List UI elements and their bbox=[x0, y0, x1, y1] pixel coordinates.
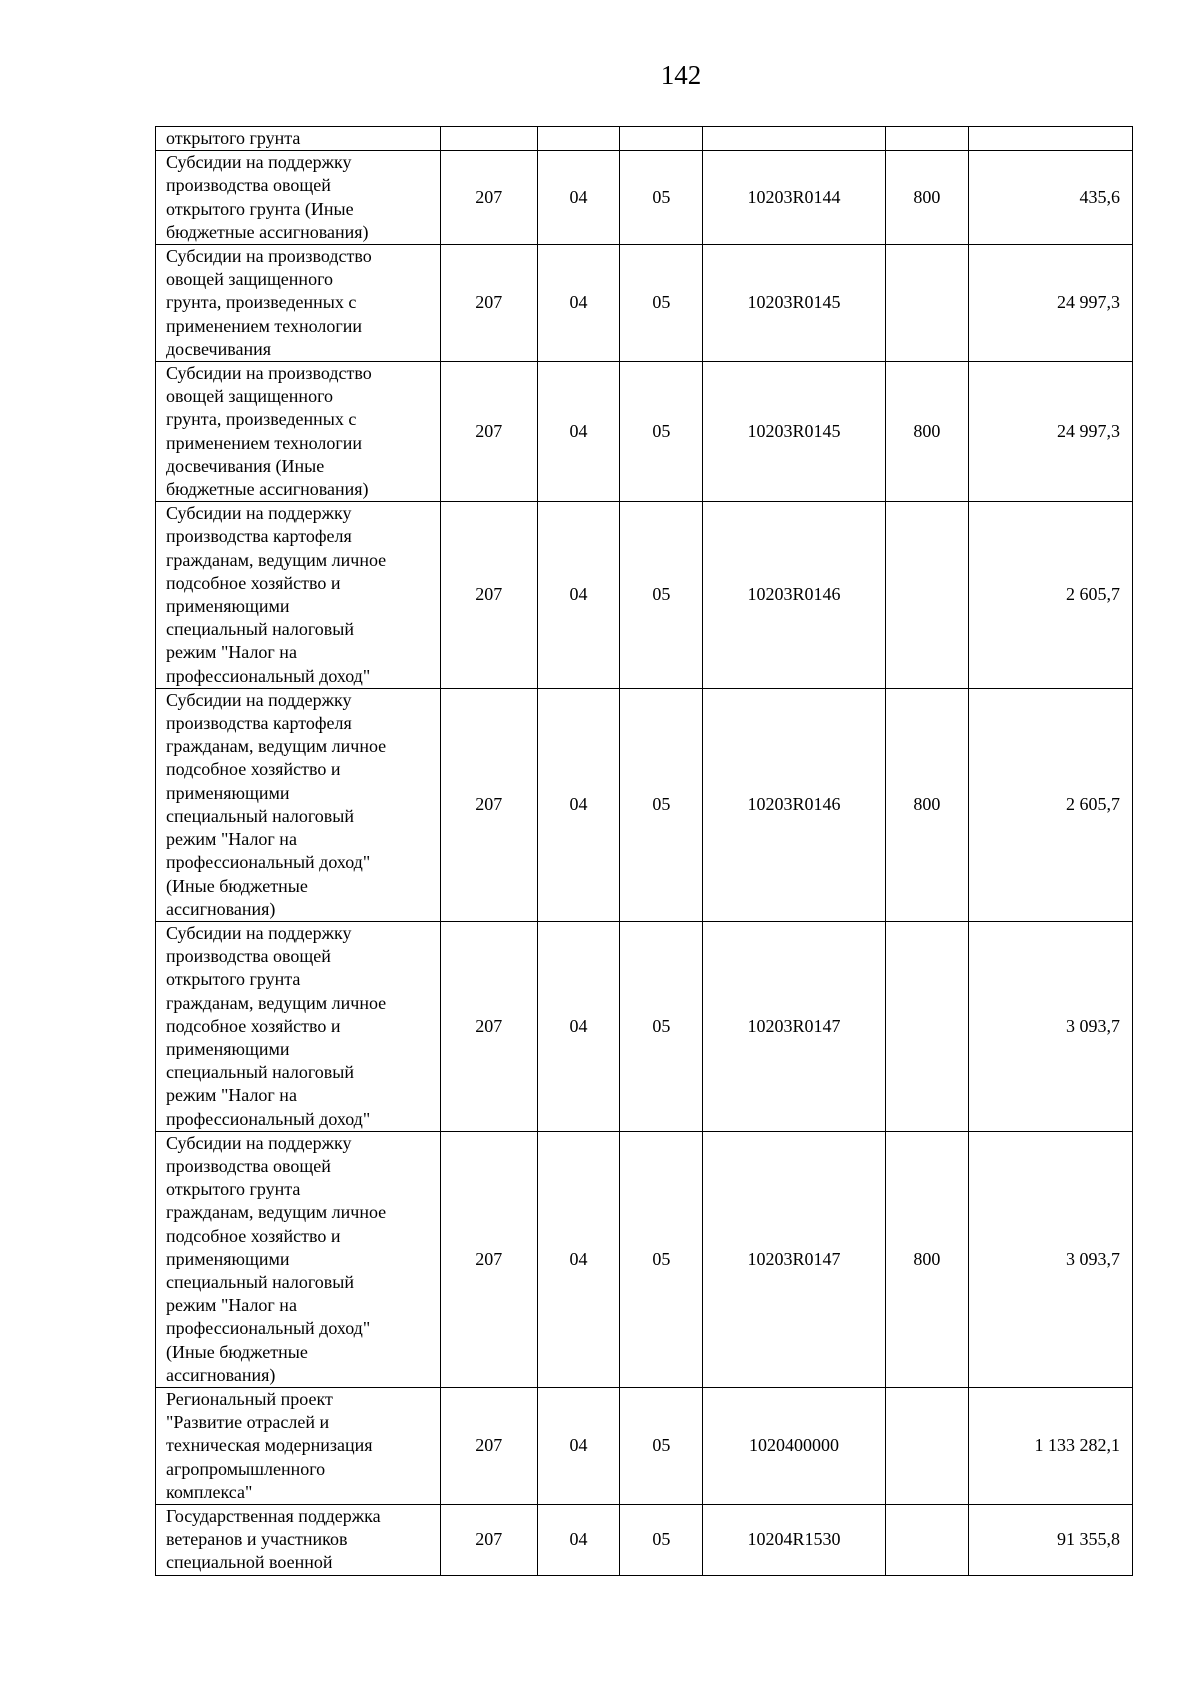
cell-name-line: Субсидии на поддержку bbox=[166, 689, 352, 710]
cell-name bbox=[156, 1504, 441, 1575]
cell-expense-type bbox=[885, 1504, 968, 1575]
page-number: 142 bbox=[660, 60, 702, 90]
cell-name-line: бюджетные ассигнования) bbox=[166, 479, 369, 500]
cell-code bbox=[440, 127, 537, 151]
cell-name-line: применяющими bbox=[166, 596, 290, 617]
cell-name bbox=[156, 688, 441, 921]
cell-name-line: производства картофеля bbox=[166, 526, 352, 547]
cell-name bbox=[156, 362, 441, 502]
cell-name-line: производства овощей bbox=[166, 1155, 331, 1176]
cell-subsection: 05 bbox=[620, 921, 703, 1131]
cell-target-article: 10203R0146 bbox=[703, 688, 885, 921]
cell-name-line: открытого грунта bbox=[166, 128, 301, 148]
cell-subsection: 05 bbox=[620, 502, 703, 689]
table-row bbox=[156, 362, 1133, 502]
cell-name-line: открытого грунта (Иные bbox=[166, 198, 354, 219]
cell-section: 04 bbox=[537, 1504, 620, 1575]
cell-subsection: 05 bbox=[620, 245, 703, 362]
cell-name-line: гражданам, ведущим личное bbox=[166, 1202, 387, 1223]
cell-target-article: 10203R0145 bbox=[703, 362, 885, 502]
cell-name bbox=[156, 127, 441, 151]
cell-code: 207 bbox=[440, 1131, 537, 1387]
cell-expense-type bbox=[885, 921, 968, 1131]
cell-name-line: применяющими bbox=[166, 1038, 290, 1059]
cell-code: 207 bbox=[440, 502, 537, 689]
cell-name-line: подсобное хозяйство и bbox=[166, 1225, 341, 1246]
cell-name-line: Региональный проект bbox=[166, 1388, 333, 1409]
cell-name-line: ассигнования) bbox=[166, 898, 276, 919]
cell-name-line: профессиональный доход" bbox=[166, 1318, 371, 1339]
cell-code: 207 bbox=[440, 151, 537, 245]
cell-sum: 3 093,7 bbox=[969, 1131, 1133, 1387]
cell-name-line: Субсидии на поддержку bbox=[166, 152, 352, 173]
cell-target-article: 10203R0147 bbox=[703, 921, 885, 1131]
cell-section: 04 bbox=[537, 245, 620, 362]
cell-code: 207 bbox=[440, 688, 537, 921]
table-body bbox=[156, 127, 1133, 1576]
cell-name-line: специальный налоговый bbox=[166, 619, 354, 640]
cell-name-line: подсобное хозяйство и bbox=[166, 759, 341, 780]
table-row bbox=[156, 1504, 1133, 1575]
cell-name-line: режим "Налог на bbox=[166, 1085, 297, 1106]
cell-name-line: применяющими bbox=[166, 1248, 290, 1269]
cell-expense-type: 800 bbox=[885, 1131, 968, 1387]
cell-expense-type: 800 bbox=[885, 151, 968, 245]
cell-name-line: (Иные бюджетные bbox=[166, 1341, 308, 1362]
cell-name-line: специальный налоговый bbox=[166, 805, 354, 826]
cell-target-article: 10203R0145 bbox=[703, 245, 885, 362]
cell-name-line: открытого грунта bbox=[166, 969, 301, 990]
cell-name-line: досвечивания bbox=[166, 338, 272, 359]
cell-name-line: режим "Налог на bbox=[166, 829, 297, 850]
table-row bbox=[156, 688, 1133, 921]
cell-target-article: 10203R0146 bbox=[703, 502, 885, 689]
cell-name-line: "Развитие отраслей и bbox=[166, 1412, 330, 1433]
cell-sum bbox=[969, 127, 1133, 151]
cell-name-line: режим "Налог на bbox=[166, 1295, 297, 1316]
cell-name-line: применением технологии bbox=[166, 432, 363, 453]
cell-sum: 435,6 bbox=[969, 151, 1133, 245]
cell-name-line: применяющими bbox=[166, 782, 290, 803]
cell-subsection: 05 bbox=[620, 1131, 703, 1387]
cell-code: 207 bbox=[440, 245, 537, 362]
cell-code: 207 bbox=[440, 1387, 537, 1504]
cell-expense-type bbox=[885, 127, 968, 151]
table-row bbox=[156, 921, 1133, 1131]
cell-name-line: режим "Налог на bbox=[166, 642, 297, 663]
cell-section: 04 bbox=[537, 502, 620, 689]
cell-name-line: (Иные бюджетные bbox=[166, 875, 308, 896]
cell-name-line: грунта, произведенных с bbox=[166, 292, 357, 313]
cell-name-line: техническая модернизация bbox=[166, 1435, 373, 1456]
cell-expense-type bbox=[885, 502, 968, 689]
table-row bbox=[156, 1131, 1133, 1387]
cell-target-article: 10203R0147 bbox=[703, 1131, 885, 1387]
cell-subsection: 05 bbox=[620, 1504, 703, 1575]
cell-sum: 2 605,7 bbox=[969, 688, 1133, 921]
cell-name-line: специальный налоговый bbox=[166, 1271, 354, 1292]
cell-name bbox=[156, 1131, 441, 1387]
cell-name-line: овощей защищенного bbox=[166, 386, 334, 407]
cell-section: 04 bbox=[537, 362, 620, 502]
cell-expense-type: 800 bbox=[885, 688, 968, 921]
cell-subsection: 05 bbox=[620, 1387, 703, 1504]
budget-table bbox=[155, 126, 1133, 1576]
cell-name-line: бюджетные ассигнования) bbox=[166, 221, 369, 242]
cell-name-line: специальный налоговый bbox=[166, 1062, 354, 1083]
cell-name bbox=[156, 502, 441, 689]
cell-name bbox=[156, 245, 441, 362]
cell-name-line: гражданам, ведущим личное bbox=[166, 992, 387, 1013]
cell-name bbox=[156, 921, 441, 1131]
table-row bbox=[156, 502, 1133, 689]
cell-subsection bbox=[620, 127, 703, 151]
cell-name-line: Субсидии на производство bbox=[166, 363, 372, 384]
cell-name-line: специальной военной bbox=[166, 1552, 333, 1573]
cell-section: 04 bbox=[537, 688, 620, 921]
cell-name-line: профессиональный доход" bbox=[166, 665, 371, 686]
cell-sum: 24 997,3 bbox=[969, 362, 1133, 502]
table-row bbox=[156, 127, 1133, 151]
cell-sum: 2 605,7 bbox=[969, 502, 1133, 689]
cell-name-line: Субсидии на поддержку bbox=[166, 503, 352, 524]
cell-name-line: применением технологии bbox=[166, 315, 363, 336]
cell-name-line: производства овощей bbox=[166, 175, 331, 196]
cell-code: 207 bbox=[440, 1504, 537, 1575]
cell-target-article: 10203R0144 bbox=[703, 151, 885, 245]
cell-name-line: ветеранов и участников bbox=[166, 1529, 348, 1550]
cell-name-line: открытого грунта bbox=[166, 1179, 301, 1200]
cell-target-article: 10204R1530 bbox=[703, 1504, 885, 1575]
cell-section bbox=[537, 127, 620, 151]
cell-target-article: 1020400000 bbox=[703, 1387, 885, 1504]
cell-name-line: Субсидии на поддержку bbox=[166, 1132, 352, 1153]
cell-subsection: 05 bbox=[620, 151, 703, 245]
cell-name-line: профессиональный доход" bbox=[166, 1108, 371, 1129]
cell-name-line: профессиональный доход" bbox=[166, 852, 371, 873]
cell-name-line: комплекса" bbox=[166, 1481, 253, 1502]
cell-name-line: подсобное хозяйство и bbox=[166, 572, 341, 593]
cell-name-line: гражданам, ведущим личное bbox=[166, 736, 387, 757]
table-row bbox=[156, 1387, 1133, 1504]
cell-name-line: досвечивания (Иные bbox=[166, 455, 325, 476]
cell-name-line: подсобное хозяйство и bbox=[166, 1015, 341, 1036]
cell-name-line: овощей защищенного bbox=[166, 269, 334, 290]
cell-section: 04 bbox=[537, 1131, 620, 1387]
table-row bbox=[156, 245, 1133, 362]
cell-name-line: Субсидии на производство bbox=[166, 246, 372, 267]
cell-name-line: Государственная поддержка bbox=[166, 1505, 381, 1526]
cell-code: 207 bbox=[440, 362, 537, 502]
cell-expense-type bbox=[885, 245, 968, 362]
cell-subsection: 05 bbox=[620, 362, 703, 502]
table-row bbox=[156, 151, 1133, 245]
cell-sum: 91 355,8 bbox=[969, 1504, 1133, 1575]
cell-sum: 3 093,7 bbox=[969, 921, 1133, 1131]
cell-expense-type: 800 bbox=[885, 362, 968, 502]
cell-name-line: грунта, произведенных с bbox=[166, 409, 357, 430]
cell-target-article bbox=[703, 127, 885, 151]
cell-section: 04 bbox=[537, 151, 620, 245]
cell-name-line: гражданам, ведущим личное bbox=[166, 549, 387, 570]
cell-sum: 24 997,3 bbox=[969, 245, 1133, 362]
cell-name-line: производства овощей bbox=[166, 946, 331, 967]
cell-name-line: агропромышленного bbox=[166, 1458, 326, 1479]
cell-expense-type bbox=[885, 1387, 968, 1504]
cell-name bbox=[156, 151, 441, 245]
cell-section: 04 bbox=[537, 1387, 620, 1504]
cell-name-line: Субсидии на поддержку bbox=[166, 922, 352, 943]
cell-code: 207 bbox=[440, 921, 537, 1131]
cell-sum: 1 133 282,1 bbox=[969, 1387, 1133, 1504]
cell-name bbox=[156, 1387, 441, 1504]
cell-name-line: производства картофеля bbox=[166, 713, 352, 734]
cell-subsection: 05 bbox=[620, 688, 703, 921]
cell-name-line: ассигнования) bbox=[166, 1364, 276, 1385]
cell-section: 04 bbox=[537, 921, 620, 1131]
